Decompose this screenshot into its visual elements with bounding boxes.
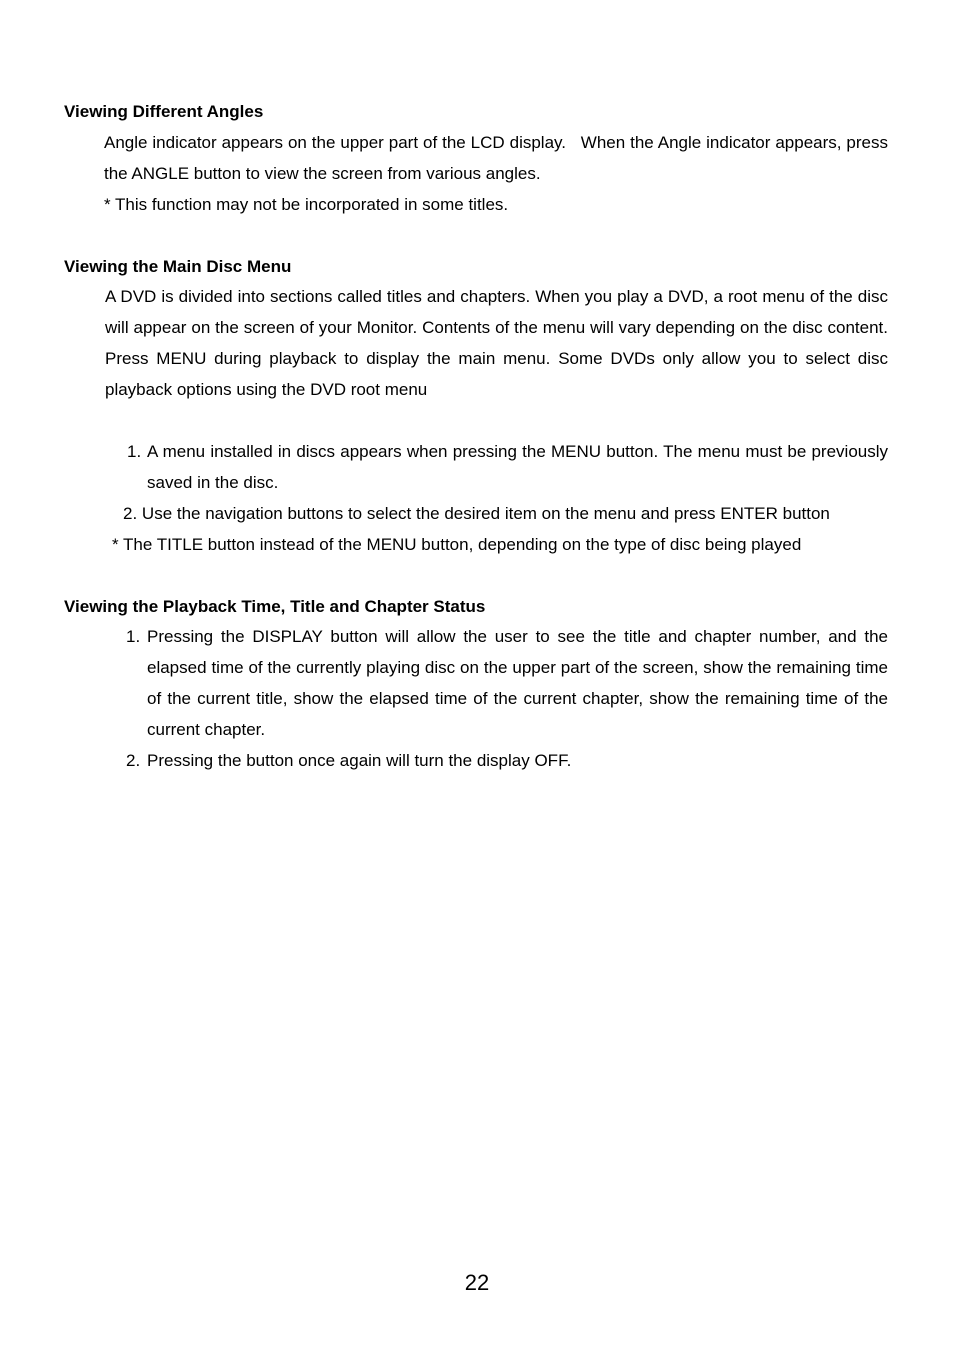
disc-menu-item-1 xyxy=(127,436,888,498)
angles-paragraph: Angle indicator appears on the upper part of the LCD display. When the Angle indicator appears, press the ANGLE button to view the screen from various angles. xyxy=(104,133,888,183)
list-number: 1. xyxy=(127,442,142,461)
list-number: 2. xyxy=(126,751,141,770)
section-heading-disc-menu: Viewing the Main Disc Menu xyxy=(64,257,292,276)
list-text: Use the navigation buttons to select the desired item on the menu and press ENTER button xyxy=(141,504,830,523)
disc-menu-item-2 xyxy=(123,498,893,529)
section-heading-angles: Viewing Different Angles xyxy=(64,102,264,121)
list-number: 2. xyxy=(123,504,138,523)
page-number: 22 xyxy=(464,1270,490,1295)
angles-note: * This function may not be incorporated in some titles. xyxy=(104,195,509,214)
disc-menu-paragraph: A DVD is divided into sections called titles and chapters. When you play a DVD, a root menu of the disc will appear on the screen of your Monitor. Contents of the menu will vary depending on the disc content. Press MENU during playback to display the main menu. Some DVDs only allow you to select disc playback options using the DVD root menu xyxy=(105,287,888,399)
list-text: Pressing the DISPLAY button will allow the user to see the title and chapter number, and the elapsed time of the currently playing disc on the upper part of the screen, show the remaining time of the current title, show the elapsed time of the current chapter, show the remaining time of the current chapter. xyxy=(147,627,888,739)
list-text: A menu installed in discs appears when pressing the MENU button. The menu must be previously saved in the disc. xyxy=(147,442,888,492)
list-number: 1. xyxy=(126,627,141,646)
list-text: Pressing the button once again will turn the display OFF. xyxy=(147,751,572,770)
disc-menu-note: * The TITLE button instead of the MENU button, depending on the type of disc being played xyxy=(112,535,802,554)
section-heading-playback-status: Viewing the Playback Time, Title and Chapter Status xyxy=(64,597,486,616)
playback-status-item-1 xyxy=(126,621,888,745)
playback-status-item-2 xyxy=(126,745,888,776)
